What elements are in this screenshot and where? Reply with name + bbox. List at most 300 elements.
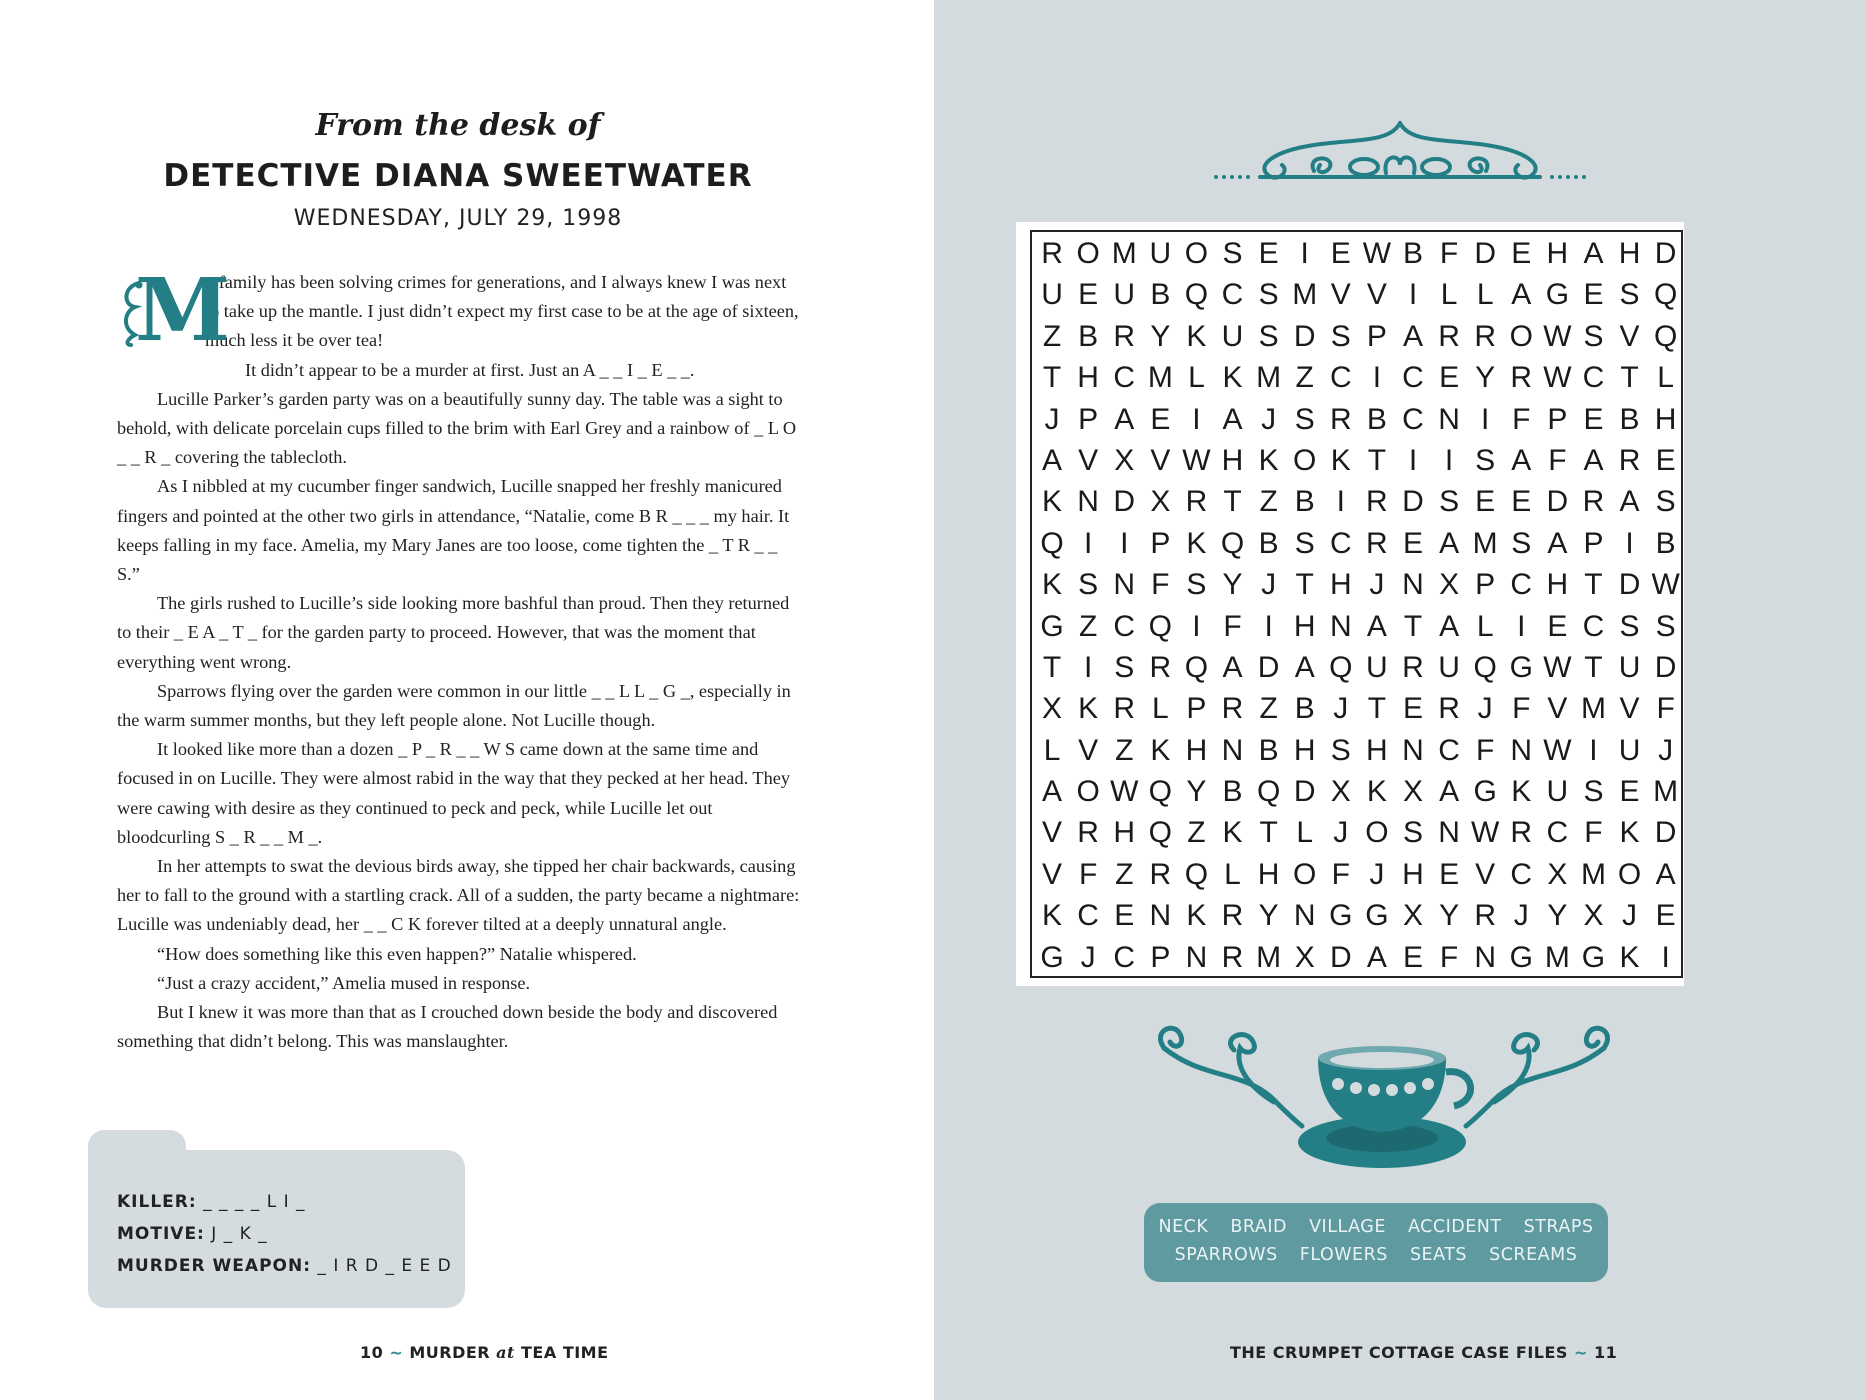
grid-letter[interactable]: F [1331,857,1350,891]
grid-letter[interactable]: Q [1040,526,1064,560]
grid-letter[interactable]: O [1293,857,1317,891]
grid-letter[interactable]: J [1261,402,1277,436]
grid-letter[interactable]: R [1221,899,1244,933]
grid-letter[interactable]: X [1114,443,1135,477]
grid-letter[interactable]: F [1151,568,1170,602]
grid-letter[interactable]: S [1258,319,1279,353]
grid-letter[interactable]: R [1329,402,1352,436]
grid-letter[interactable]: P [1583,526,1604,560]
grid-letter[interactable]: X [1150,485,1171,519]
grid-letter[interactable]: N [1221,733,1244,767]
grid-letter[interactable]: K [1150,733,1171,767]
grid-letter[interactable]: J [1622,899,1638,933]
grid-letter[interactable]: K [1258,443,1279,477]
grid-letter[interactable]: I [1192,402,1201,436]
grid-letter[interactable]: H [1293,733,1316,767]
grid-letter[interactable]: C [1221,278,1244,312]
grid-letter[interactable]: E [1402,526,1423,560]
grid-letter[interactable]: E [1078,278,1099,312]
grid-letter[interactable]: E [1583,402,1604,436]
grid-letter[interactable]: J [1333,692,1349,726]
grid-letter[interactable]: C [1546,816,1569,850]
grid-letter[interactable]: M [1256,940,1282,974]
grid-letter[interactable]: U [1618,733,1641,767]
grid-letter[interactable]: Z [1078,609,1098,643]
grid-letter[interactable]: R [1438,692,1460,726]
grid-letter[interactable]: Z [1295,361,1314,395]
grid-letter[interactable]: C [1510,857,1533,891]
grid-letter[interactable]: H [1257,857,1280,891]
grid-letter[interactable]: O [1076,237,1100,270]
grid-letter[interactable]: E [1511,485,1532,519]
grid-letter[interactable]: S [1402,816,1423,850]
grid-letter[interactable]: S [1078,568,1099,602]
grid-letter[interactable]: X [1547,857,1568,891]
grid-letter[interactable]: S [1619,278,1640,312]
grid-letter[interactable]: T [1042,361,1062,395]
grid-letter[interactable]: F [1548,443,1567,477]
grid-letter[interactable]: J [1477,692,1493,726]
grid-letter[interactable]: G [1365,899,1389,933]
grid-letter[interactable]: O [1293,443,1317,477]
grid-letter[interactable]: T [1042,650,1062,684]
grid-letter[interactable]: W [1543,650,1572,684]
grid-letter[interactable]: C [1582,361,1605,395]
grid-letter[interactable]: L [1657,361,1674,395]
grid-letter[interactable]: D [1293,775,1316,809]
grid-letter[interactable]: C [1582,609,1605,643]
grid-letter[interactable]: F [1656,692,1675,726]
grid-letter[interactable]: H [1293,609,1316,643]
grid-letter[interactable]: P [1475,568,1496,602]
grid-letter[interactable]: K [1366,775,1387,809]
grid-letter[interactable]: D [1402,485,1424,519]
grid-letter[interactable]: K [1619,816,1640,850]
grid-letter[interactable]: R [1113,692,1136,726]
grid-letter[interactable]: E [1439,361,1460,395]
grid-letter[interactable]: C [1402,361,1424,395]
grid-letter[interactable]: W [1651,568,1680,602]
grid-letter[interactable]: I [1481,402,1490,436]
grid-letter[interactable]: A [1114,402,1135,436]
grid-letter[interactable]: O [1617,857,1642,891]
grid-letter[interactable]: J [1369,857,1385,891]
grid-letter[interactable]: B [1078,319,1099,353]
grid-letter[interactable]: G [1581,940,1606,974]
grid-letter[interactable]: E [1330,237,1351,270]
grid-letter[interactable]: Q [1653,278,1678,312]
grid-letter[interactable]: O [1076,775,1100,809]
grid-letter[interactable]: U [1366,650,1388,684]
grid-letter[interactable]: C [1438,733,1460,767]
grid-letter[interactable]: T [1367,692,1387,726]
grid-letter[interactable]: A [1583,237,1604,270]
grid-letter[interactable]: B [1294,485,1315,519]
grid-letter[interactable]: P [1150,526,1171,560]
grid-letter[interactable]: B [1366,402,1387,436]
grid-letter[interactable]: Q [1184,857,1209,891]
grid-letter[interactable]: R [1113,319,1136,353]
grid-letter[interactable]: K [1619,940,1640,974]
grid-letter[interactable]: T [1367,443,1387,477]
grid-letter[interactable]: K [1078,692,1099,726]
grid-letter[interactable]: R [1149,650,1172,684]
grid-letter[interactable]: W [1543,361,1572,395]
grid-letter[interactable]: Q [1148,609,1172,643]
grid-letter[interactable]: X [1439,568,1460,602]
grid-letter[interactable]: M [1653,775,1679,809]
grid-letter[interactable]: F [1078,857,1098,891]
grid-letter[interactable]: B [1222,775,1243,809]
grid-letter[interactable]: Y [1258,899,1279,933]
grid-letter[interactable]: I [1083,526,1093,560]
grid-letter[interactable]: K [1042,568,1063,602]
grid-letter[interactable]: N [1149,899,1172,933]
grid-letter[interactable]: R [1221,692,1244,726]
grid-letter[interactable]: A [1042,775,1063,809]
grid-letter[interactable]: V [1042,816,1063,850]
grid-letter[interactable]: I [1408,278,1418,312]
grid-letter[interactable]: Y [1475,361,1496,395]
grid-letter[interactable]: V [1330,278,1351,312]
grid-letter[interactable]: H [1546,568,1569,602]
grid-letter[interactable]: H [1366,733,1388,767]
grid-letter[interactable]: Y [1186,775,1207,809]
grid-letter[interactable]: G [1473,775,1497,809]
grid-letter[interactable]: K [1222,361,1243,395]
grid-letter[interactable]: X [1330,775,1351,809]
grid-letter[interactable]: B [1655,526,1676,560]
grid-letter[interactable]: K [1186,526,1207,560]
grid-letter[interactable]: K [1186,899,1207,933]
grid-letter[interactable]: F [1439,237,1459,270]
grid-letter[interactable]: K [1511,775,1532,809]
grid-letter[interactable]: D [1113,485,1136,519]
grid-letter[interactable]: C [1113,361,1136,395]
grid-letter[interactable]: F [1584,816,1603,850]
grid-letter[interactable]: B [1619,402,1640,436]
grid-letter[interactable]: W [1182,443,1211,477]
grid-letter[interactable]: J [1261,568,1277,602]
grid-letter[interactable]: T [1584,568,1603,602]
grid-letter[interactable]: C [1329,361,1352,395]
grid-letter[interactable]: R [1510,361,1533,395]
grid-letter[interactable]: H [1329,568,1352,602]
grid-letter[interactable]: J [1333,816,1349,850]
grid-letter[interactable]: I [1625,526,1634,560]
grid-letter[interactable]: R [1366,526,1388,560]
grid-letter[interactable]: U [1149,237,1172,270]
grid-letter[interactable]: A [1547,526,1568,560]
grid-letter[interactable]: H [1654,402,1677,436]
grid-letter[interactable]: E [1114,899,1135,933]
grid-letter[interactable]: A [1439,775,1460,809]
grid-letter[interactable]: Z [1115,857,1134,891]
grid-letter[interactable]: P [1078,402,1099,436]
grid-letter[interactable]: A [1655,857,1676,891]
grid-letter[interactable]: J [1513,899,1529,933]
grid-letter[interactable]: W [1543,733,1572,767]
grid-letter[interactable]: R [1510,816,1533,850]
grid-letter[interactable]: Z [1259,692,1278,726]
grid-letter[interactable]: M [1292,278,1318,312]
grid-letter[interactable]: C [1402,402,1424,436]
grid-letter[interactable]: K [1186,319,1207,353]
grid-letter[interactable]: N [1113,568,1136,602]
grid-letter[interactable]: S [1511,526,1532,560]
grid-letter[interactable]: E [1402,940,1423,974]
grid-letter[interactable]: Q [1329,650,1353,684]
grid-letter[interactable]: S [1439,485,1460,519]
grid-letter[interactable]: Z [1042,319,1062,353]
grid-letter[interactable]: I [1120,526,1129,560]
grid-letter[interactable]: F [1223,609,1242,643]
grid-letter[interactable]: I [1444,443,1454,477]
grid-letter[interactable]: R [1185,485,1208,519]
grid-letter[interactable]: R [1582,485,1605,519]
grid-letter[interactable]: I [1372,361,1382,395]
grid-letter[interactable]: X [1402,775,1423,809]
grid-letter[interactable]: S [1330,319,1351,353]
grid-letter[interactable]: R [1438,319,1460,353]
grid-letter[interactable]: L [1151,692,1169,726]
grid-letter[interactable]: A [1222,650,1243,684]
grid-letter[interactable]: R [1149,857,1172,891]
grid-letter[interactable]: U [1618,650,1641,684]
grid-letter[interactable]: A [1619,485,1640,519]
grid-letter[interactable]: R [1474,899,1496,933]
grid-letter[interactable]: R [1041,237,1063,270]
grid-letter[interactable]: Q [1256,775,1281,809]
word-search-grid[interactable] [1034,233,1684,978]
grid-letter[interactable]: S [1330,733,1351,767]
grid-letter[interactable]: Q [1148,775,1172,809]
grid-letter[interactable]: M [1111,237,1137,270]
grid-letter[interactable]: I [1264,609,1273,643]
grid-letter[interactable]: E [1547,609,1568,643]
grid-letter[interactable]: L [1476,278,1494,312]
grid-letter[interactable]: X [1402,899,1423,933]
grid-letter[interactable]: I [1408,443,1418,477]
grid-letter[interactable]: U [1113,278,1136,312]
grid-letter[interactable]: D [1654,650,1677,684]
grid-letter[interactable]: U [1041,278,1063,312]
grid-letter[interactable]: I [1589,733,1598,767]
grid-letter[interactable]: P [1186,692,1207,726]
grid-letter[interactable]: R [1221,940,1244,974]
grid-letter[interactable]: X [1583,899,1604,933]
grid-letter[interactable]: T [1584,650,1603,684]
grid-letter[interactable]: N [1474,940,1496,974]
grid-letter[interactable]: S [1655,609,1676,643]
grid-letter[interactable]: S [1114,650,1135,684]
grid-letter[interactable]: L [1224,857,1241,891]
grid-letter[interactable]: A [1439,609,1460,643]
grid-letter[interactable]: M [1256,361,1282,395]
grid-letter[interactable]: T [1403,609,1423,643]
grid-letter[interactable]: W [1543,319,1572,353]
grid-letter[interactable]: S [1583,775,1604,809]
grid-letter[interactable]: B [1294,692,1315,726]
grid-letter[interactable]: L [1296,816,1314,850]
grid-letter[interactable]: K [1042,485,1063,519]
grid-letter[interactable]: O [1509,319,1533,353]
grid-letter[interactable]: H [1402,857,1424,891]
grid-letter[interactable]: J [1658,733,1674,767]
grid-letter[interactable]: J [1044,402,1060,436]
grid-letter[interactable]: N [1077,485,1099,519]
grid-letter[interactable]: K [1042,899,1063,933]
grid-letter[interactable]: I [1083,650,1093,684]
grid-letter[interactable]: S [1294,402,1315,436]
grid-letter[interactable]: T [1223,485,1242,519]
grid-letter[interactable]: B [1402,237,1423,270]
grid-letter[interactable]: F [1512,692,1531,726]
grid-letter[interactable]: V [1547,692,1568,726]
grid-letter[interactable]: S [1186,568,1207,602]
grid-letter[interactable]: Y [1222,568,1243,602]
grid-letter[interactable]: Y [1547,899,1568,933]
grid-letter[interactable]: C [1113,609,1136,643]
grid-letter[interactable]: R [1077,816,1099,850]
grid-letter[interactable]: D [1474,237,1496,270]
grid-letter[interactable]: I [1192,609,1201,643]
grid-letter[interactable]: L [1188,361,1205,395]
grid-letter[interactable]: N [1438,816,1460,850]
grid-letter[interactable]: E [1150,402,1171,436]
grid-letter[interactable]: O [1184,237,1209,270]
grid-letter[interactable]: T [1295,568,1314,602]
grid-letter[interactable]: G [1040,609,1064,643]
grid-letter[interactable]: F [1476,733,1495,767]
grid-letter[interactable]: I [1661,940,1670,974]
grid-letter[interactable]: W [1471,816,1500,850]
grid-letter[interactable]: A [1511,278,1532,312]
grid-letter[interactable]: A [1366,609,1387,643]
grid-letter[interactable]: E [1439,857,1460,891]
grid-letter[interactable]: P [1150,940,1171,974]
grid-letter[interactable]: E [1511,237,1532,270]
grid-letter[interactable]: N [1329,609,1352,643]
grid-letter[interactable]: L [1440,278,1458,312]
grid-letter[interactable]: G [1329,899,1353,933]
grid-letter[interactable]: X [1042,692,1063,726]
grid-letter[interactable]: L [1043,733,1061,767]
grid-letter[interactable]: J [1369,568,1385,602]
grid-letter[interactable]: V [1078,733,1099,767]
grid-letter[interactable]: B [1258,733,1279,767]
grid-letter[interactable]: L [1476,609,1494,643]
grid-letter[interactable]: H [1546,237,1569,270]
grid-letter[interactable]: C [1510,568,1533,602]
grid-letter[interactable]: A [1366,940,1387,974]
grid-letter[interactable]: C [1329,526,1352,560]
grid-letter[interactable]: E [1655,443,1676,477]
grid-letter[interactable]: H [1113,816,1136,850]
grid-letter[interactable]: G [1545,278,1570,312]
grid-letter[interactable]: W [1110,775,1139,809]
grid-letter[interactable]: O [1365,816,1389,850]
grid-letter[interactable]: G [1509,940,1533,974]
grid-letter[interactable]: P [1366,319,1387,353]
grid-letter[interactable]: V [1619,319,1640,353]
grid-letter[interactable]: I [1300,237,1309,270]
grid-letter[interactable]: A [1222,402,1243,436]
grid-letter[interactable]: Z [1187,816,1206,850]
grid-letter[interactable]: I [1336,485,1345,519]
grid-letter[interactable]: C [1077,899,1099,933]
grid-letter[interactable]: D [1546,485,1569,519]
grid-letter[interactable]: N [1438,402,1460,436]
grid-letter[interactable]: H [1185,733,1208,767]
grid-letter[interactable]: M [1544,940,1570,974]
grid-letter[interactable]: U [1546,775,1569,809]
grid-letter[interactable]: R [1474,319,1496,353]
grid-letter[interactable]: B [1258,526,1279,560]
grid-letter[interactable]: H [1618,237,1641,270]
grid-letter[interactable]: Q [1184,650,1209,684]
grid-letter[interactable]: Z [1115,733,1134,767]
grid-letter[interactable]: A [1511,443,1532,477]
grid-letter[interactable]: G [1509,650,1533,684]
grid-letter[interactable]: N [1510,733,1533,767]
grid-letter[interactable]: Q [1473,650,1497,684]
grid-letter[interactable]: N [1185,940,1208,974]
grid-letter[interactable]: F [1512,402,1531,436]
grid-letter[interactable]: H [1077,361,1099,395]
grid-letter[interactable]: E [1619,775,1640,809]
grid-letter[interactable]: S [1475,443,1496,477]
grid-letter[interactable]: Z [1259,485,1278,519]
grid-letter[interactable]: D [1329,940,1352,974]
grid-letter[interactable]: Y [1439,899,1460,933]
grid-letter[interactable]: I [1517,609,1526,643]
grid-letter[interactable]: E [1475,485,1496,519]
grid-letter[interactable]: S [1619,609,1640,643]
grid-letter[interactable]: V [1078,443,1099,477]
grid-letter[interactable]: H [1221,443,1244,477]
grid-letter[interactable]: P [1547,402,1568,436]
grid-letter[interactable]: T [1620,361,1639,395]
grid-letter[interactable]: A [1294,650,1315,684]
grid-letter[interactable]: V [1042,857,1063,891]
grid-letter[interactable]: Q [1184,278,1209,312]
grid-letter[interactable]: K [1330,443,1351,477]
grid-letter[interactable]: X [1294,940,1315,974]
grid-letter[interactable]: E [1583,278,1604,312]
grid-letter[interactable]: V [1366,278,1387,312]
grid-letter[interactable]: E [1655,899,1676,933]
grid-letter[interactable]: N [1402,568,1424,602]
grid-letter[interactable]: F [1439,940,1459,974]
grid-letter[interactable]: S [1583,319,1604,353]
grid-letter[interactable]: U [1221,319,1244,353]
grid-letter[interactable]: V [1475,857,1496,891]
grid-letter[interactable]: S [1655,485,1676,519]
grid-letter[interactable]: W [1362,237,1392,270]
grid-letter[interactable]: S [1258,278,1279,312]
grid-letter[interactable]: T [1259,816,1278,850]
grid-letter[interactable]: J [1080,940,1096,974]
grid-letter[interactable]: Q [1220,526,1245,560]
grid-letter[interactable]: M [1580,857,1606,891]
grid-letter[interactable]: G [1040,940,1064,974]
grid-letter[interactable]: Q [1148,816,1172,850]
grid-letter[interactable]: A [1439,526,1460,560]
grid-letter[interactable]: M [1472,526,1498,560]
grid-letter[interactable]: V [1150,443,1171,477]
grid-letter[interactable]: Q [1653,319,1678,353]
